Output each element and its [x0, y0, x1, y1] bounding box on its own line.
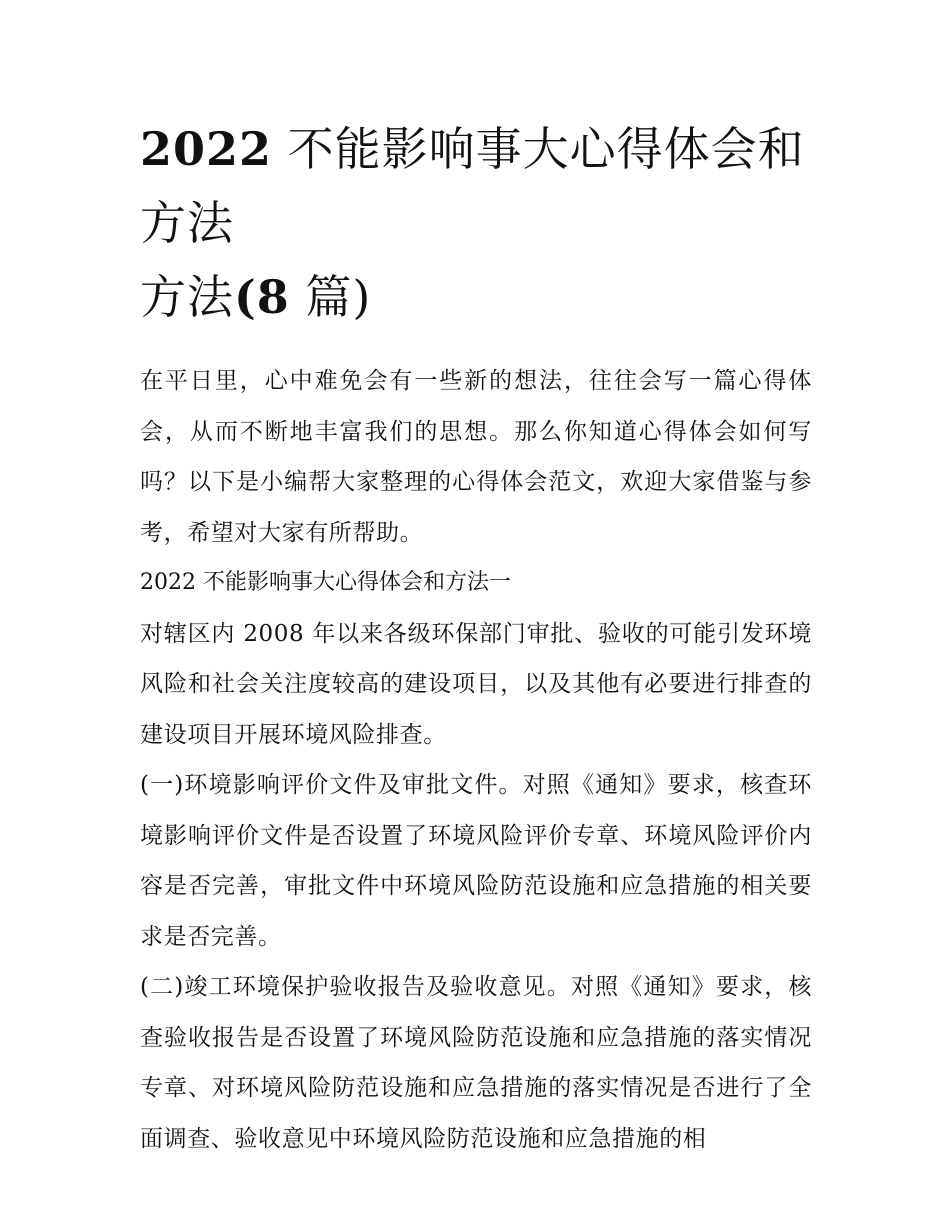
title-count: 8	[256, 270, 290, 324]
section-heading: 2022 不能影响事大心得体会和方法一	[140, 570, 511, 595]
intro-paragraph: 在平日里，心中难免会有一些新的想法，往往会写一篇心得体会，从而不断地丰富我们的思想。那么你知道心得体会如何写吗？以下是小编帮大家整理的心得体会范文，欢迎大家借鉴与参考，希望对大家有所帮助。	[140, 368, 812, 546]
title-tail-text: 方法	[140, 270, 234, 324]
title-text: 不能影响事大心得体会和方法	[140, 122, 805, 250]
title-count-open: (	[234, 270, 257, 324]
body-paragraph-2: (一)环境影响评价文件及审批文件。对照《通知》要求，核查环境影响评价文件是否设置了环境风险评价专章、环境风险评价内容是否完善，审批文件中环境风险防范设施和应急措施的相关要求是否完善。	[140, 772, 812, 950]
title-year: 2022	[140, 122, 273, 176]
document-body	[140, 356, 812, 1164]
title-count-close: 篇)	[289, 270, 372, 324]
document-page	[140, 112, 812, 1164]
body-paragraph-3: (二)竣工环境保护验收报告及验收意见。对照《通知》要求，核查验收报告是否设置了环境风险防范设施和应急措施的落实情况专章、对环境风险防范设施和应急措施的落实情况是否进行了全面调查、验收意见中环境风险防范设施和应急措施的相	[140, 974, 812, 1152]
document-title	[140, 112, 812, 334]
body-paragraph-1: 对辖区内 2008 年以来各级环保部门审批、验收的可能引发环境风险和社会关注度较高的建设项目，以及其他有必要进行排查的建设项目开展环境风险排查。	[140, 620, 812, 748]
